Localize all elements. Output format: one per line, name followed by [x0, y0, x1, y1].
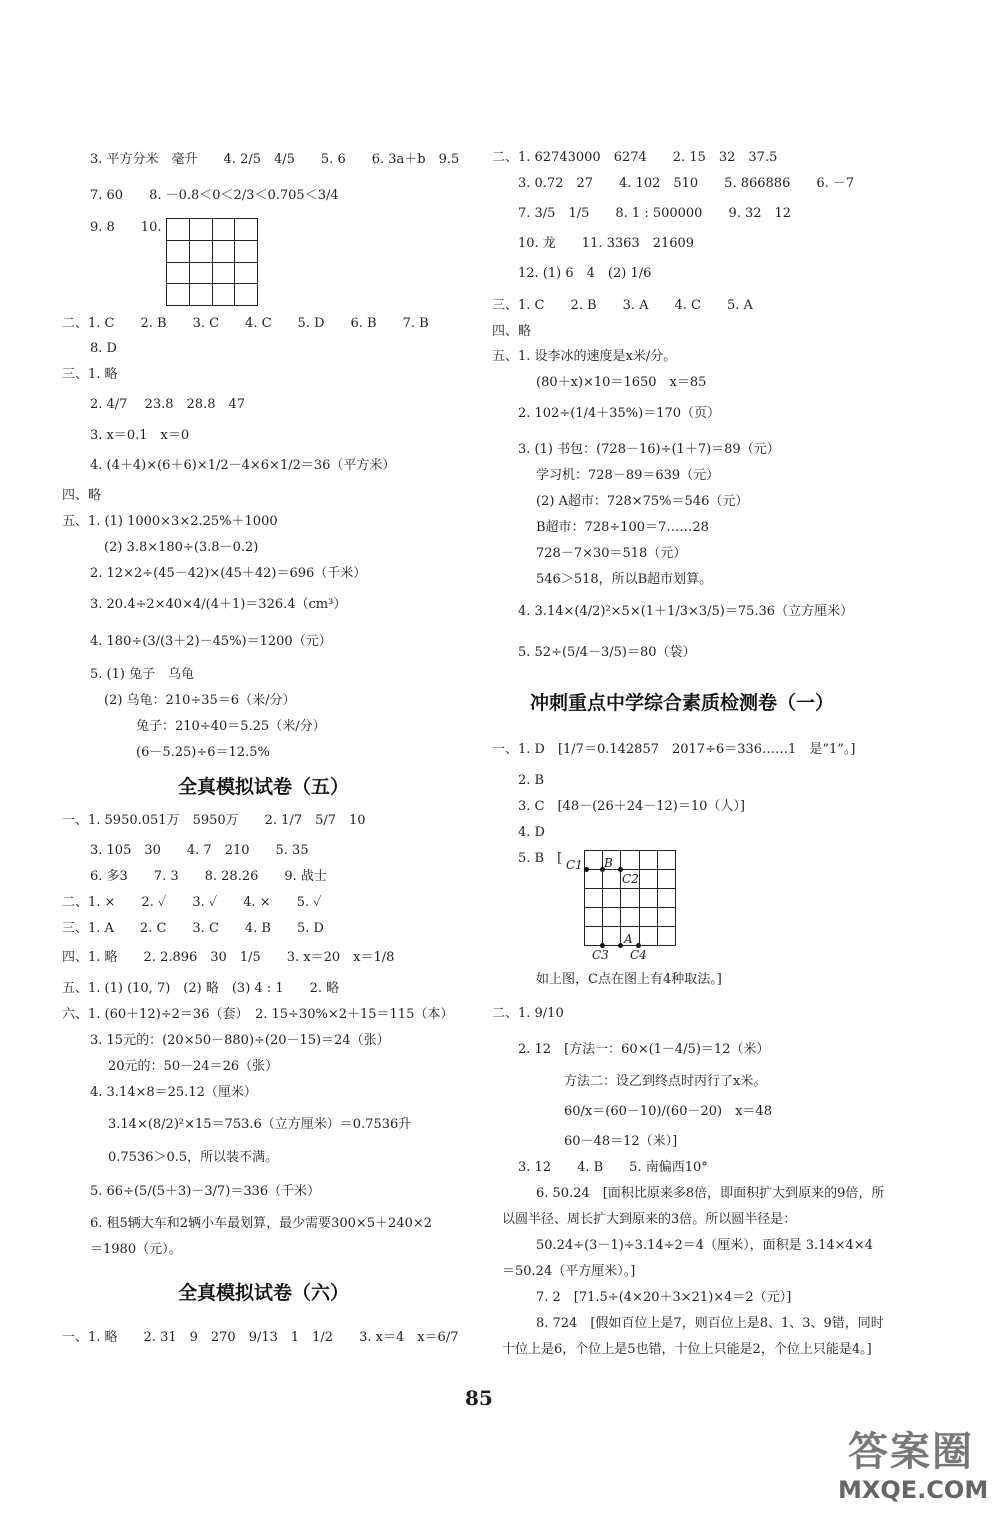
answer-line: 5. 66÷(5/(5＋3)－3/7)＝336（千米）	[90, 1184, 321, 1199]
answer-line: 十位上是6，个位上是5也错，十位上只能是2，个位上只能是4。]	[502, 1342, 872, 1357]
answer-line: 60/x＝(60－10)/(60－20) x＝48	[564, 1104, 772, 1119]
answer-line: 4. 3.14×8＝25.12（厘米）	[90, 1085, 257, 1100]
answer-line: 2. 12×2÷(45－42)×(45＋42)＝696（千米）	[90, 566, 367, 581]
watermark-logo-text: 答案圈	[848, 1429, 974, 1475]
answer-line: 3. (1) 书包：(728－16)÷(1＋7)＝89（元）	[518, 442, 780, 457]
answer-line: 4. 3.14×(4/2)²×5×(1＋1/3×3/5)＝75.36（立方厘米）	[518, 604, 854, 619]
answer-line: 0.7536＞0.5，所以装不满。	[108, 1150, 279, 1165]
answer-line: 六、1. (60＋12)÷2＝36（套） 2. 15÷30%×2＋15＝115（本）	[62, 1007, 454, 1022]
answer-line: 五、1. (1) 1000×3×2.25%＋1000	[62, 514, 278, 529]
answer-line: 四、略	[62, 488, 102, 503]
point-grid-figure	[566, 850, 676, 962]
answer-line: 五、1. (1) (10, 7) (2) 略 (3) 4 : 1 2. 略	[62, 981, 340, 996]
answer-line: (2) 乌龟：210÷35＝6（米/分）	[104, 693, 296, 708]
answer-line: 60－48＝12（米）]	[564, 1134, 678, 1149]
answer-line: 3. C [48－(26＋24－12)＝10（人）]	[518, 799, 745, 814]
answer-line: 6. 50.24 [面积比原来多8倍，即面积扩大到原来的9倍，所	[536, 1186, 885, 1201]
answer-line: 如上图，C点在图上有4种取法。]	[536, 972, 722, 987]
answer-line: 学习机：728－89＝639（元）	[536, 468, 720, 483]
answer-line: 3. 105 30 4. 7 210 5. 35	[90, 843, 309, 858]
answer-line: 12. (1) 6 4 (2) 1/6	[518, 266, 652, 281]
answer-line: 2. 4/7 23.8 28.8 47	[90, 397, 246, 412]
grid-figure-left	[166, 218, 258, 306]
answer-line: 二、1. 62743000 6274 2. 15 32 37.5	[492, 150, 778, 165]
answer-line: ＝1980（元）。	[90, 1242, 182, 1257]
answer-line: 2. B	[518, 773, 545, 788]
answer-line: 方法二：设乙到终点时丙行了x米。	[564, 1074, 767, 1089]
answer-line: 四、1. 略 2. 2.896 30 1/5 3. x＝20 x＝1/8	[62, 950, 395, 965]
answer-line: 3. 平方分米 毫升 4. 2/5 4/5 5. 6 6. 3a＋b 9.5	[90, 152, 460, 167]
label-c4: C4	[630, 948, 647, 962]
label-c3: C3	[592, 948, 609, 962]
answer-line: (6－5.25)÷6＝12.5%	[136, 745, 270, 760]
answer-line: 五、1. 设李冰的速度是x米/分。	[492, 349, 677, 364]
answer-line: 546＞518，所以B超市划算。	[536, 572, 713, 587]
answer-line: B超市：728÷100＝7……28	[536, 520, 709, 535]
answer-line: 5. (1) 兔子 乌龟	[90, 667, 195, 682]
answer-line: 7. 2 [71.5÷(4×20＋3×21)×4＝2（元）]	[536, 1290, 792, 1305]
answer-line: 10. 龙 11. 3363 21609	[518, 236, 695, 251]
answer-line: 2. 102÷(1/4＋35%)＝170（页）	[518, 406, 721, 421]
answer-line: 二、1. 9/10	[492, 1006, 564, 1021]
answer-line: 三、1. C 2. B 3. A 4. C 5. A	[492, 298, 753, 313]
answer-line: 5. 52÷(5/4－3/5)＝80（袋）	[518, 645, 696, 660]
answer-line: 一、1. 略 2. 31 9 270 9/13 1 1/2 3. x＝4 x＝6/7	[62, 1330, 459, 1345]
page-number: 85	[465, 1386, 493, 1410]
answer-line: 5. B [	[518, 851, 563, 866]
answer-line: 三、1. A 2. C 3. C 4. B 5. D	[62, 921, 324, 936]
answer-line: 50.24÷(3－1)÷3.14÷2＝4（厘米），面积是 3.14×4×4	[536, 1238, 873, 1253]
answer-line: 6. 租5辆大车和2辆小车最划算，最少需要300×5＋240×2	[90, 1216, 433, 1231]
answer-line: 一、1. 5950.051万 5950万 2. 1/7 5/7 10	[62, 813, 366, 828]
answer-line: 3. x＝0.1 x＝0	[90, 428, 190, 443]
answer-line: 7. 60 8. －0.8＜0＜2/3＜0.705＜3/4	[90, 188, 339, 203]
answer-line: 728－7×30＝518（元）	[536, 546, 687, 561]
answer-line: 7. 3/5 1/5 8. 1 : 500000 9. 32 12	[518, 206, 792, 221]
answer-line: 3. 15元的：(20×50－880)÷(20－15)＝24（张）	[90, 1033, 390, 1048]
answer-line: 3. 20.4÷2×40×4/(4＋1)＝326.4（cm³）	[90, 597, 347, 612]
answer-line: 4. (4＋4)×(6＋6)×1/2－4×6×1/2＝36（平方米）	[90, 458, 396, 473]
answer-line: 2. 12 [方法一：60×(1－4/5)＝12（米）	[518, 1042, 770, 1057]
label-b: B	[604, 856, 613, 870]
answer-line: 9. 8 10.	[90, 220, 162, 235]
label-a: A	[624, 932, 633, 946]
answer-line: 8. D	[90, 341, 117, 356]
section-heading: 全真模拟试卷（六）	[178, 1282, 350, 1304]
point-a	[618, 943, 623, 948]
answer-line: 三、1. 略	[62, 367, 118, 382]
section-heading: 冲刺重点中学综合素质检测卷（一）	[530, 692, 835, 714]
answer-line: 兔子：210÷40＝5.25（米/分）	[136, 719, 326, 734]
section-heading: 全真模拟试卷（五）	[178, 776, 350, 798]
label-c1: C1	[566, 858, 583, 872]
answer-line: (2) A超市：728×75%＝546（元）	[536, 494, 749, 509]
answer-line: 20元的：50－24＝26（张）	[108, 1059, 279, 1074]
answer-line: 3. 12 4. B 5. 南偏西10°	[518, 1160, 708, 1175]
answer-line: 四、略	[492, 324, 532, 339]
answer-line: 以圆半径、周长扩大到原来的3倍。所以圆半径是：	[502, 1212, 797, 1227]
answer-line: 6. 多3 7. 3 8. 28.26 9. 战士	[90, 869, 327, 884]
answer-line: 3. 0.72 27 4. 102 510 5. 866886 6. －7	[518, 176, 855, 191]
answer-line: (80＋x)×10＝1650 x＝85	[536, 375, 707, 390]
point-c1	[584, 867, 589, 872]
answer-line: 一、1. D [1/7＝0.142857 2017÷6＝336……1 是“1”。]	[492, 742, 856, 757]
answer-line: (2) 3.8×180÷(3.8－0.2)	[104, 540, 259, 555]
answer-line: 3.14×(8/2)²×15＝753.6（立方厘米）＝0.7536升	[108, 1117, 412, 1132]
answer-line: 二、1. C 2. B 3. C 4. C 5. D 6. B 7. B	[62, 316, 429, 331]
watermark-url: MXQE.COM	[838, 1476, 989, 1504]
label-c2: C2	[622, 872, 639, 886]
answer-line: 4. D	[518, 825, 545, 840]
answer-line: 二、1. × 2. ✓ 3. ✓ 4. × 5. ✓	[62, 895, 322, 910]
answer-line: 4. 180÷(3/(3＋2)－45%)＝1200（元）	[90, 634, 332, 649]
answer-line: 8. 724 [假如百位上是7，则百位上是8、1、3、9错，同时	[536, 1316, 884, 1331]
watermark	[838, 1420, 988, 1510]
answer-line: ＝50.24（平方厘米）。]	[502, 1264, 636, 1279]
